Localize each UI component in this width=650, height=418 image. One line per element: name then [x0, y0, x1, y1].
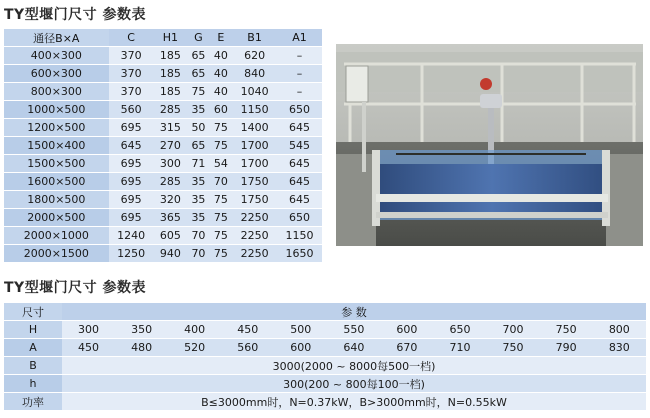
table-cell: 450: [62, 339, 115, 357]
header-label-cell: 尺寸: [4, 303, 62, 321]
table-cell: 1600×500: [4, 173, 109, 191]
table-cell: 35: [187, 173, 209, 191]
row-label-cell: H: [4, 321, 62, 339]
table-row: [4, 101, 322, 119]
weir-gate-dimension-table: [4, 29, 322, 263]
table-cell: 605: [154, 227, 188, 245]
table-cell: 65: [187, 65, 209, 83]
table-cell: 320: [154, 191, 188, 209]
table-cell: 600: [274, 339, 327, 357]
table-cell: 645: [277, 191, 322, 209]
table-header-row: [4, 303, 646, 321]
table-cell: 800: [593, 321, 646, 339]
table-cell: 710: [433, 339, 486, 357]
table-cell: 185: [154, 83, 188, 101]
table-cell: 2250: [232, 227, 277, 245]
table-cell: 500: [274, 321, 327, 339]
table-row: [4, 393, 646, 411]
table-cell: 645: [277, 119, 322, 137]
table-cell: 2000×1000: [4, 227, 109, 245]
table-cell: 400: [168, 321, 221, 339]
table-cell: 185: [154, 47, 188, 65]
table-row: [4, 321, 646, 339]
table-cell: 75: [210, 227, 232, 245]
table-cell: 35: [187, 101, 209, 119]
table-cell: 60: [210, 101, 232, 119]
table-cell: 75: [210, 137, 232, 155]
weir-gate-parameter-table: [4, 303, 646, 411]
table-row: [4, 137, 322, 155]
table-cell: 40: [210, 47, 232, 65]
table-cell: 2000×1500: [4, 245, 109, 263]
table-cell: 370: [109, 65, 154, 83]
weir-gate-photo: [336, 44, 643, 246]
table-cell: 185: [154, 65, 188, 83]
table-row: [4, 191, 322, 209]
table-cell: 365: [154, 209, 188, 227]
table-cell: 1750: [232, 191, 277, 209]
table-cell: 300: [62, 321, 115, 339]
table-cell: 1400: [232, 119, 277, 137]
table-cell: 285: [154, 101, 188, 119]
table-cell: 650: [277, 209, 322, 227]
table-cell: 695: [109, 209, 154, 227]
table-cell: 750: [540, 321, 593, 339]
table-cell: 2000×500: [4, 209, 109, 227]
table-cell: 40: [210, 65, 232, 83]
table-cell: 1000×500: [4, 101, 109, 119]
table-cell: 1650: [277, 245, 322, 263]
table-cell: 695: [109, 155, 154, 173]
table-cell: 315: [154, 119, 188, 137]
table-cell: 65: [187, 47, 209, 65]
table-cell: 520: [168, 339, 221, 357]
table-cell: 670: [380, 339, 433, 357]
table-cell: 2250: [232, 245, 277, 263]
table-cell: 270: [154, 137, 188, 155]
column-header: 通径B×A: [4, 29, 109, 47]
table-cell: 35: [187, 191, 209, 209]
table-cell: 645: [109, 137, 154, 155]
table-cell: 370: [109, 47, 154, 65]
table-cell: –: [277, 83, 322, 101]
table-cell: 285: [154, 173, 188, 191]
table-cell: 75: [210, 209, 232, 227]
column-header: H1: [154, 29, 188, 47]
table-cell: 54: [210, 155, 232, 173]
table-cell: 645: [277, 155, 322, 173]
table-cell: –: [277, 47, 322, 65]
table-cell: 71: [187, 155, 209, 173]
table-cell: 75: [187, 83, 209, 101]
table-cell: 35: [187, 209, 209, 227]
table-header-row: [4, 29, 322, 47]
table-cell: 70: [187, 245, 209, 263]
table-row: [4, 227, 322, 245]
column-header: E: [210, 29, 232, 47]
table1-title: TY型堰门尺寸 参数表: [4, 7, 147, 23]
table-cell: 1500×400: [4, 137, 109, 155]
table-cell: 300: [154, 155, 188, 173]
table-cell: 600: [380, 321, 433, 339]
table-cell: 450: [221, 321, 274, 339]
table-cell: 65: [187, 137, 209, 155]
table-cell: 545: [277, 137, 322, 155]
table-cell: 480: [115, 339, 168, 357]
table-row: [4, 173, 322, 191]
table-cell: 650: [433, 321, 486, 339]
table-cell: 75: [210, 245, 232, 263]
header-span-cell: 参 数: [62, 303, 646, 321]
table-cell: 400×300: [4, 47, 109, 65]
table-cell: 75: [210, 119, 232, 137]
table-cell: 1250: [109, 245, 154, 263]
table-cell: 40: [210, 83, 232, 101]
table-cell: 695: [109, 173, 154, 191]
column-header: A1: [277, 29, 322, 47]
table-row: [4, 47, 322, 65]
table-cell: 75: [210, 191, 232, 209]
row-label-cell: A: [4, 339, 62, 357]
table-cell: 790: [540, 339, 593, 357]
table-cell: 50: [187, 119, 209, 137]
table-cell: 370: [109, 83, 154, 101]
table-row: [4, 375, 646, 393]
table-cell: 70: [210, 173, 232, 191]
table-cell: 650: [277, 101, 322, 119]
table-cell: 1750: [232, 173, 277, 191]
table-cell: 350: [115, 321, 168, 339]
table-row: [4, 209, 322, 227]
column-header: C: [109, 29, 154, 47]
table-cell: 695: [109, 191, 154, 209]
table-row: [4, 245, 322, 263]
table-cell: 560: [109, 101, 154, 119]
table-cell: 940: [154, 245, 188, 263]
table-cell: 2250: [232, 209, 277, 227]
row-label-cell: h: [4, 375, 62, 393]
table-cell: 645: [277, 173, 322, 191]
table-cell: 840: [232, 65, 277, 83]
table-cell: 1200×500: [4, 119, 109, 137]
span-value-cell: 3000(2000 ~ 8000每500一档): [62, 357, 646, 375]
table-row: [4, 339, 646, 357]
table-row: [4, 65, 322, 83]
table-cell: 70: [187, 227, 209, 245]
table-cell: 1800×500: [4, 191, 109, 209]
column-header: G: [187, 29, 209, 47]
table-cell: 695: [109, 119, 154, 137]
table-cell: 1500×500: [4, 155, 109, 173]
table-cell: 1150: [277, 227, 322, 245]
span-value-cell: 300(200 ~ 800每100一档): [62, 375, 646, 393]
table-cell: 700: [487, 321, 540, 339]
table-cell: 830: [593, 339, 646, 357]
table-row: [4, 155, 322, 173]
table-row: [4, 83, 322, 101]
table-row: [4, 119, 322, 137]
span-value-cell: B≤3000mm时，N=0.37kW，B>3000mm时，N=0.55kW: [62, 393, 646, 411]
table-cell: 620: [232, 47, 277, 65]
table-cell: 1040: [232, 83, 277, 101]
table-cell: 800×300: [4, 83, 109, 101]
table2-title: TY型堰门尺寸 参数表: [4, 280, 147, 296]
table-row: [4, 357, 646, 375]
table-cell: 1150: [232, 101, 277, 119]
row-label-cell: 功率: [4, 393, 62, 411]
table-cell: 560: [221, 339, 274, 357]
row-label-cell: B: [4, 357, 62, 375]
table-cell: 640: [327, 339, 380, 357]
table-cell: 1700: [232, 155, 277, 173]
table-cell: 550: [327, 321, 380, 339]
table-cell: 1700: [232, 137, 277, 155]
table-cell: 600×300: [4, 65, 109, 83]
table-cell: 750: [487, 339, 540, 357]
table-cell: –: [277, 65, 322, 83]
column-header: B1: [232, 29, 277, 47]
table-cell: 1240: [109, 227, 154, 245]
